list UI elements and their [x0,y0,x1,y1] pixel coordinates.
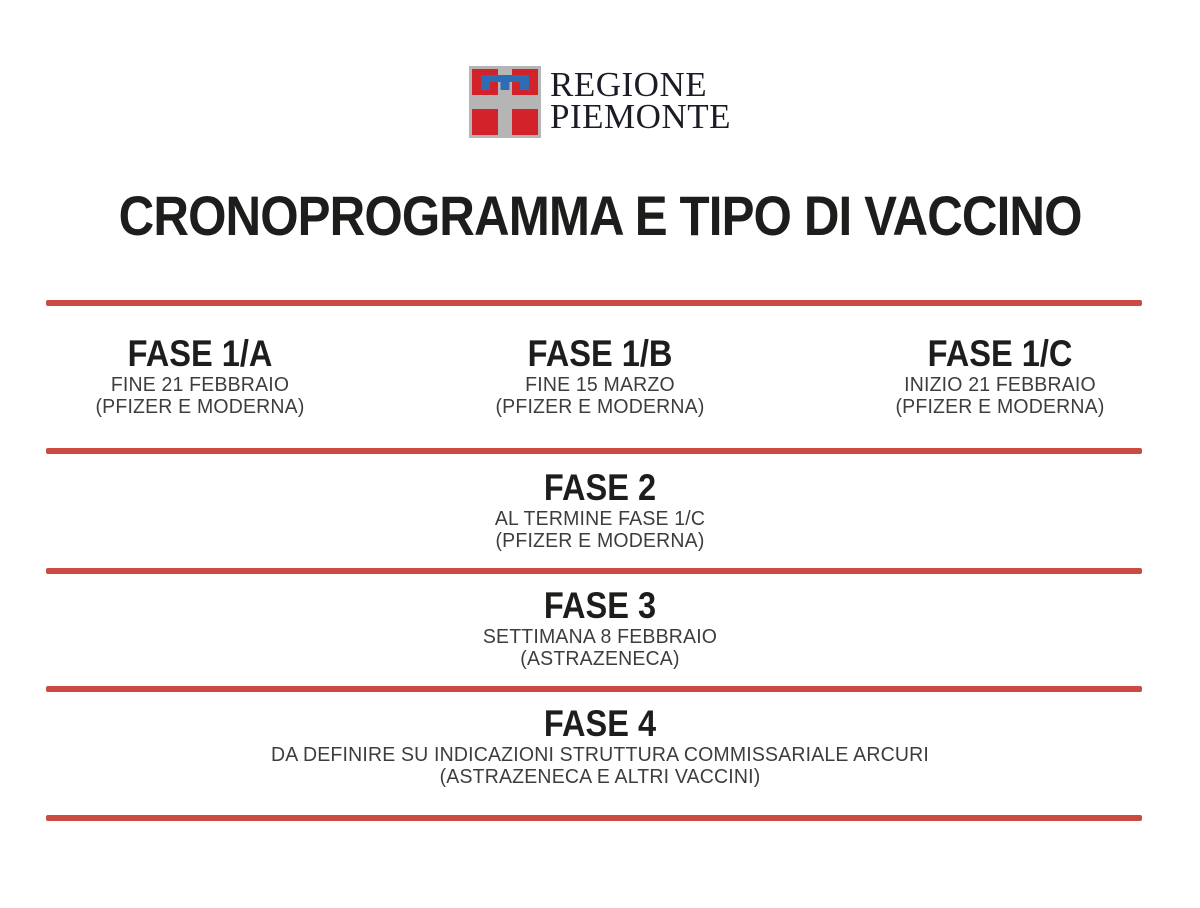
phase-vaccine: (PFIZER E MODERNA) [495,395,705,418]
phase-fase-3 [0,574,1200,686]
phase-fase-1a [0,333,400,448]
logo-wordmark-line2: PIEMONTE [550,97,731,136]
phase-name: FASE 1/A [127,333,273,374]
phase-name: FASE 4 [543,703,657,744]
phase-1-row [0,306,1200,448]
phase-vaccine: (PFIZER E MODERNA) [495,529,705,552]
phase-timing: FINE 21 FEBBRAIO [110,373,290,396]
regione-piemonte-logo [0,0,1200,138]
phase-fase-1c [800,333,1200,448]
phase-timing: INIZIO 21 FEBBRAIO [904,373,1096,396]
divider-rule-5 [46,815,1142,821]
phase-name: FASE 1/C [927,333,1073,374]
logo-wordmark-line1: REGIONE [550,65,708,104]
phase-vaccine: (PFIZER E MODERNA) [95,395,305,418]
phase-name: FASE 2 [543,467,657,508]
phase-vaccine: (ASTRAZENECA) [520,647,680,670]
phase-fase-2 [0,454,1200,568]
phase-timing: FINE 15 MARZO [525,373,675,396]
phase-fase-1b [400,333,800,448]
phase-timing: DA DEFINIRE SU INDICAZIONI STRUTTURA COMMISSARIALE ARCURI [271,743,929,766]
phase-timing: SETTIMANA 8 FEBBRAIO [482,625,718,648]
phase-name: FASE 1/B [527,333,673,374]
phase-fase-4 [0,692,1200,815]
logo-wordmark [550,65,731,136]
phase-timing: AL TERMINE FASE 1/C [494,507,706,530]
page-title [0,184,1200,247]
phase-vaccine: (ASTRAZENECA E ALTRI VACCINI) [439,765,761,788]
phase-name: FASE 3 [543,585,657,626]
piemonte-crest-icon [469,66,541,138]
phase-vaccine: (PFIZER E MODERNA) [895,395,1105,418]
page-title-text: CRONOPROGRAMMA E TIPO DI VACCINO [118,184,1082,247]
